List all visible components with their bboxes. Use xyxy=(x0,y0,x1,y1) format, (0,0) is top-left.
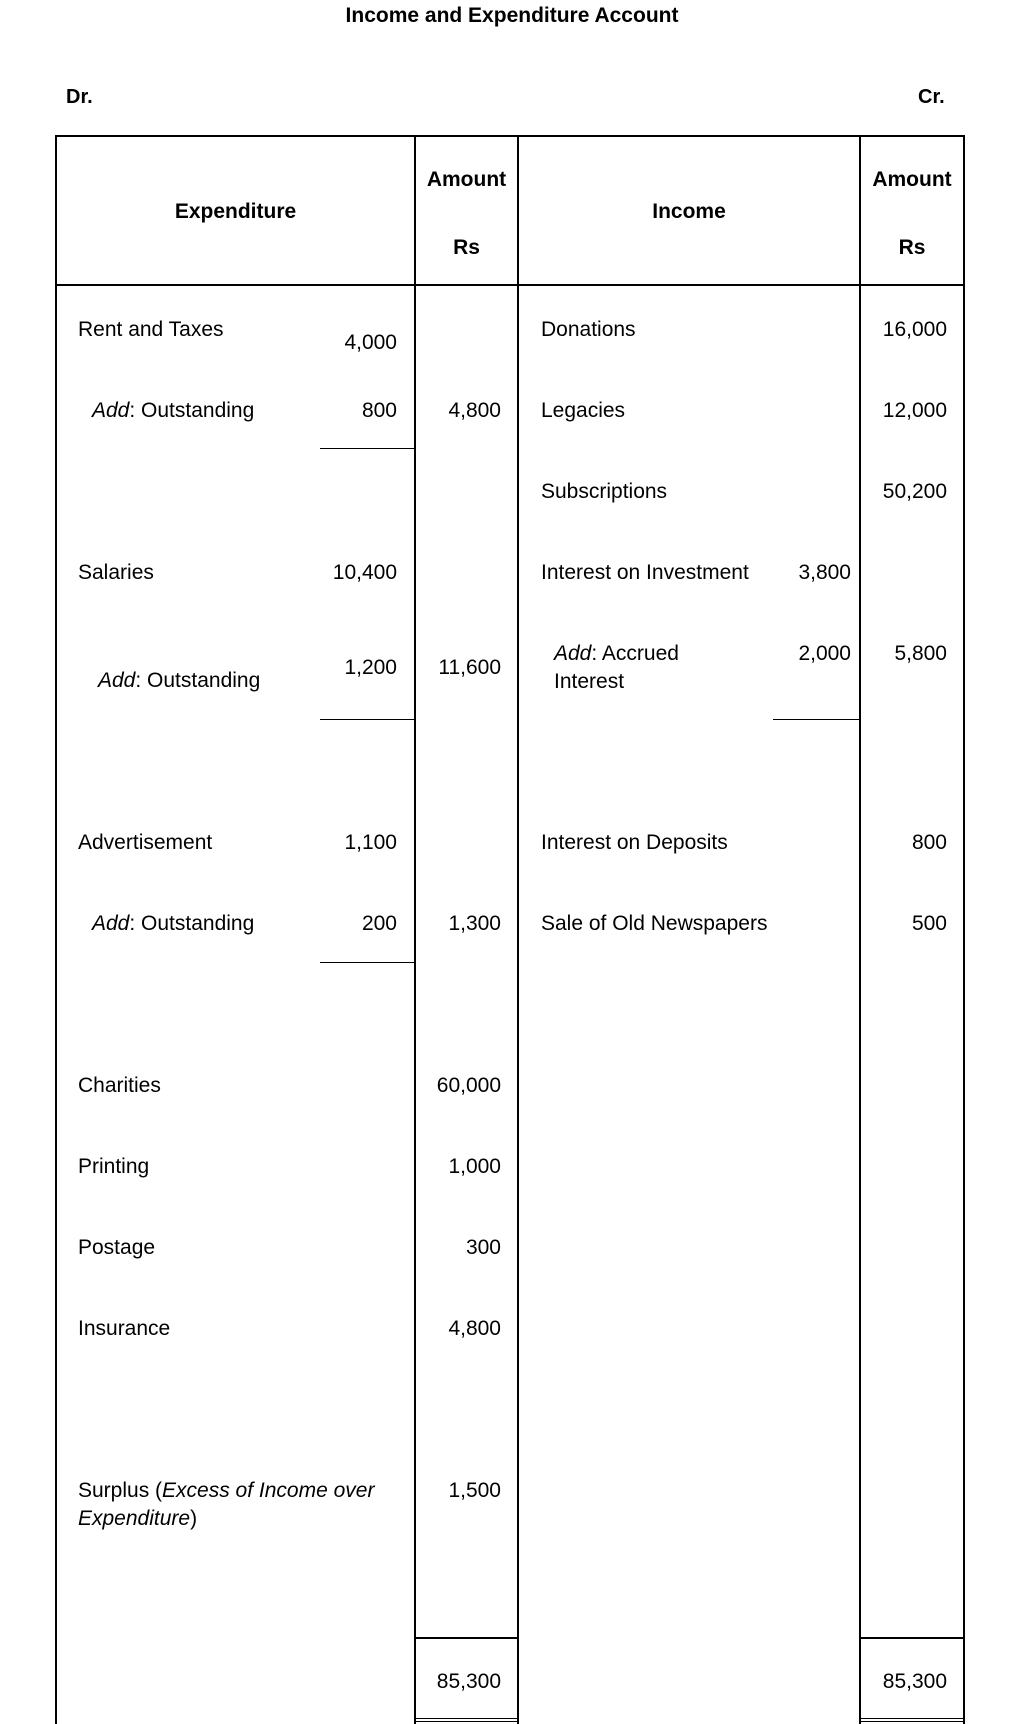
column-divider-2 xyxy=(517,135,519,1724)
salaries-total: 11,600 xyxy=(438,656,501,679)
insurance-total: 4,800 xyxy=(448,1317,501,1340)
interest-investment-amount: 3,800 xyxy=(798,561,851,584)
right-total-double-rule xyxy=(860,1718,964,1722)
printing-total: 1,000 xyxy=(448,1155,501,1178)
charities-total: 60,000 xyxy=(436,1074,501,1097)
charities-label: Charities xyxy=(78,1074,161,1097)
advertisement-total: 1,300 xyxy=(448,912,501,935)
advertisement-add-amount: 200 xyxy=(361,912,397,935)
header-expenditure: Expenditure xyxy=(174,200,297,223)
header-income: Income xyxy=(652,200,726,223)
header-amount-right: Amount xyxy=(872,168,952,191)
debit-label: Dr. xyxy=(66,86,93,108)
subscriptions-total: 50,200 xyxy=(882,480,947,503)
credit-label: Cr. xyxy=(918,86,945,108)
legacies-label: Legacies xyxy=(541,399,626,422)
table-top-border xyxy=(55,135,965,137)
page-title: Income and Expenditure Account xyxy=(345,4,679,27)
left-total-top-rule xyxy=(415,1637,518,1639)
interest-subtotal-rule xyxy=(773,719,860,720)
income-grand-total: 85,300 xyxy=(882,1670,947,1693)
interest-investment-label: Interest on Investment xyxy=(541,561,749,584)
old-newspapers-label: Sale of Old Newspapers xyxy=(541,912,768,935)
advertisement-subtotal-rule xyxy=(320,962,415,963)
postage-label: Postage xyxy=(78,1236,156,1259)
surplus-total: 1,500 xyxy=(448,1479,501,1502)
advertisement-label: Advertisement xyxy=(78,831,213,854)
old-newspapers-total: 500 xyxy=(911,912,947,935)
right-total-top-rule xyxy=(860,1637,964,1639)
accrued-interest-amount: 2,000 xyxy=(798,642,851,665)
expenditure-grand-total: 85,300 xyxy=(436,1670,501,1693)
rent-amount: 4,000 xyxy=(344,331,397,354)
advertisement-add-outstanding: Add: Outstanding xyxy=(92,912,255,935)
table-left-border xyxy=(55,135,57,1724)
rent-label: Rent and Taxes xyxy=(78,318,224,341)
interest-deposits-total: 800 xyxy=(911,831,947,854)
insurance-label: Insurance xyxy=(78,1317,171,1340)
rent-total: 4,800 xyxy=(448,399,501,422)
rent-add-outstanding: Add: Outstanding xyxy=(92,399,255,422)
donations-label: Donations xyxy=(541,318,636,341)
table-right-border xyxy=(963,135,965,1724)
legacies-total: 12,000 xyxy=(882,399,947,422)
advertisement-amount: 1,100 xyxy=(344,831,397,854)
interest-total: 5,800 xyxy=(894,642,947,665)
rent-add-amount: 800 xyxy=(361,399,397,422)
printing-label: Printing xyxy=(78,1155,150,1178)
salaries-label: Salaries xyxy=(78,561,154,584)
accrued-interest-label: Add: Accrued Interest xyxy=(554,642,679,693)
interest-deposits-label: Interest on Deposits xyxy=(541,831,728,854)
header-bottom-border xyxy=(55,284,965,286)
left-total-double-rule xyxy=(415,1718,518,1722)
header-rs-right: Rs xyxy=(898,236,926,259)
surplus-label: Surplus (Excess of Income over Expenditure) xyxy=(78,1479,375,1530)
salaries-add-outstanding: Add: Outstanding xyxy=(98,669,261,692)
donations-total: 16,000 xyxy=(882,318,947,341)
salaries-subtotal-rule xyxy=(320,719,415,720)
rent-subtotal-rule xyxy=(320,448,415,449)
salaries-add-amount: 1,200 xyxy=(344,656,397,679)
header-rs-left: Rs xyxy=(453,236,480,259)
header-amount-left: Amount xyxy=(426,168,507,191)
postage-total: 300 xyxy=(465,1236,501,1259)
salaries-amount: 10,400 xyxy=(332,561,397,584)
subscriptions-label: Subscriptions xyxy=(541,480,668,503)
